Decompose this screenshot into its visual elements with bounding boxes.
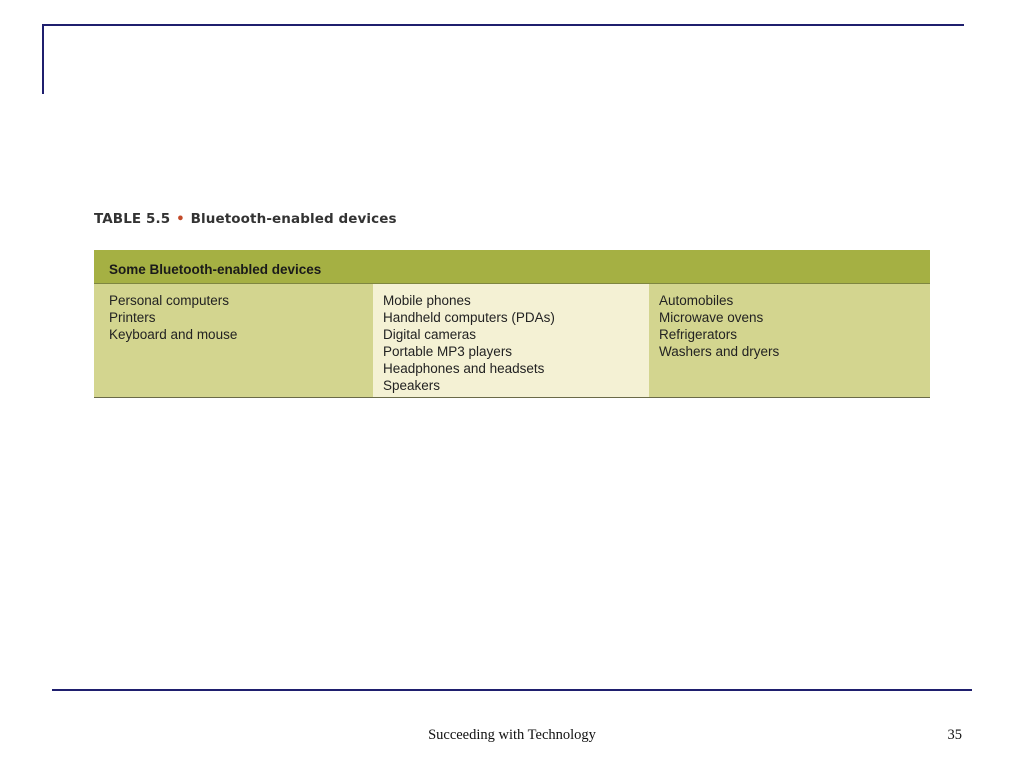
table-caption-title: Bluetooth-enabled devices — [190, 211, 397, 227]
list-item: Printers — [109, 310, 156, 325]
list-item: Personal computers — [109, 293, 230, 308]
frame-left-rule — [42, 24, 44, 94]
list-item: Speakers — [383, 378, 441, 393]
list-item: Handheld computers (PDAs) — [383, 310, 555, 325]
list-item: Washers and dryers — [659, 344, 780, 359]
footer-rule — [52, 689, 972, 691]
list-item: Mobile phones — [383, 293, 471, 308]
list-item: Refrigerators — [659, 327, 738, 342]
table-column-2 — [373, 284, 649, 397]
table-column-3 — [649, 284, 930, 397]
list-item: Automobiles — [659, 293, 734, 308]
page-number: 35 — [947, 727, 962, 743]
table-caption-label: TABLE 5.5 — [94, 211, 171, 227]
table-header: Some Bluetooth-enabled devices — [94, 250, 930, 284]
list-item: Headphones and headsets — [383, 361, 545, 376]
list-item: Portable MP3 players — [383, 344, 513, 359]
list-item: Keyboard and mouse — [109, 327, 238, 342]
table-body — [94, 284, 930, 397]
list-item: Digital cameras — [383, 327, 477, 342]
footer-title: Succeeding with Technology — [428, 727, 596, 743]
table-caption — [94, 211, 397, 227]
devices-table — [94, 250, 930, 398]
frame-top-rule — [42, 24, 964, 26]
table-column-1 — [94, 284, 373, 397]
list-item: Microwave ovens — [659, 310, 764, 325]
bullet-icon: • — [176, 212, 185, 227]
